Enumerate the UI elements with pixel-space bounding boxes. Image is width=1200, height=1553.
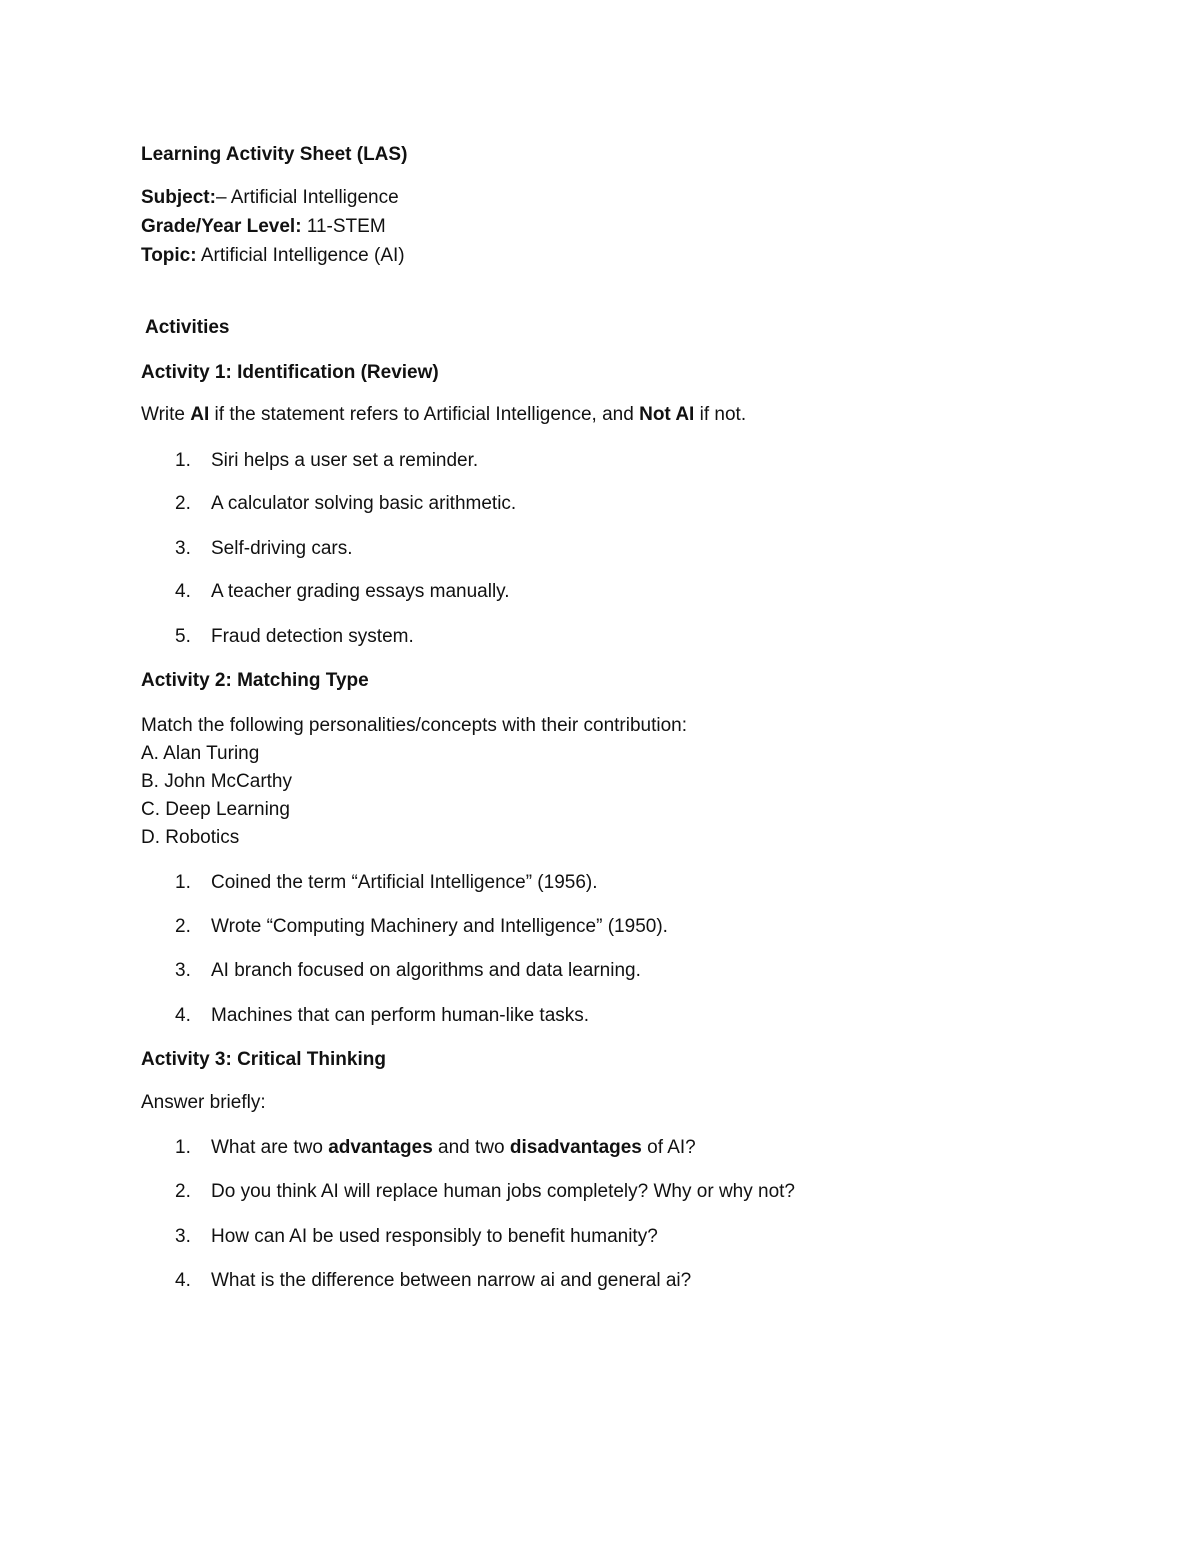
list-number: 2. xyxy=(175,493,191,514)
subject-line xyxy=(141,186,399,210)
topic-label: Topic: xyxy=(141,245,197,266)
list-number: 4. xyxy=(175,1270,191,1291)
activity2-title: Activity 2: Matching Type xyxy=(141,670,369,691)
choice-b: B. John McCarthy xyxy=(141,771,292,792)
activity1-instruction xyxy=(141,403,746,427)
list-item: Coined the term “Artificial Intelligence” (1956). xyxy=(211,872,598,893)
subject-value: – Artificial Intelligence xyxy=(215,187,399,208)
list-item: Machines that can perform human-like tasks. xyxy=(211,1005,590,1026)
activity1-title: Activity 1: Identification (Review) xyxy=(141,362,439,383)
list-number: 1. xyxy=(175,1137,191,1158)
list-number: 4. xyxy=(175,581,191,602)
list-item: Fraud detection system. xyxy=(211,626,414,647)
list-number: 4. xyxy=(175,1005,191,1026)
subject-label: Subject: xyxy=(141,187,216,208)
list-item: Do you think AI will replace human jobs completely? Why or why not? xyxy=(211,1181,795,1202)
list-item: What is the difference between narrow ai and general ai? xyxy=(211,1270,692,1291)
list-item: Siri helps a user set a reminder. xyxy=(211,450,479,471)
question-text: of AI? xyxy=(641,1137,696,1158)
activities-heading: Activities xyxy=(145,317,230,338)
list-number: 3. xyxy=(175,1226,191,1247)
list-number: 3. xyxy=(175,538,191,559)
instruction-not-ai: Not AI xyxy=(639,404,695,425)
list-number: 5. xyxy=(175,626,191,647)
question-emphasis: disadvantages xyxy=(509,1137,642,1158)
list-item: AI branch focused on algorithms and data learning. xyxy=(211,960,641,981)
question-text: What are two xyxy=(211,1137,329,1158)
list-item xyxy=(211,1136,696,1160)
list-item: A teacher grading essays manually. xyxy=(211,581,510,602)
activity3-title: Activity 3: Critical Thinking xyxy=(141,1049,386,1070)
question-emphasis: advantages xyxy=(328,1137,433,1158)
instruction-text: if the statement refers to Artificial Intelligence, and xyxy=(209,404,640,425)
activity3-instruction: Answer briefly: xyxy=(141,1092,266,1113)
list-number: 1. xyxy=(175,872,191,893)
list-item: Wrote “Computing Machinery and Intelligence” (1950). xyxy=(211,916,668,937)
instruction-ai: AI xyxy=(190,404,210,425)
choice-d: D. Robotics xyxy=(141,827,240,848)
list-item: A calculator solving basic arithmetic. xyxy=(211,493,517,514)
list-number: 2. xyxy=(175,916,191,937)
choice-c: C. Deep Learning xyxy=(141,799,290,820)
list-number: 2. xyxy=(175,1181,191,1202)
list-item: Self-driving cars. xyxy=(211,538,353,559)
list-number: 3. xyxy=(175,960,191,981)
topic-line xyxy=(141,244,405,268)
list-number: 1. xyxy=(175,450,191,471)
grade-line xyxy=(141,215,386,239)
choice-a: A. Alan Turing xyxy=(141,743,260,764)
grade-label: Grade/Year Level: xyxy=(141,216,302,237)
instruction-text: Write xyxy=(141,404,191,425)
topic-value: Artificial Intelligence (AI) xyxy=(196,245,405,266)
list-item: How can AI be used responsibly to benefit humanity? xyxy=(211,1226,658,1247)
question-text: and two xyxy=(432,1137,510,1158)
grade-value: 11-STEM xyxy=(301,216,386,237)
document-title: Learning Activity Sheet (LAS) xyxy=(141,144,408,165)
activity2-instruction: Match the following personalities/concepts with their contribution: xyxy=(141,715,688,736)
instruction-text: if not. xyxy=(694,404,747,425)
